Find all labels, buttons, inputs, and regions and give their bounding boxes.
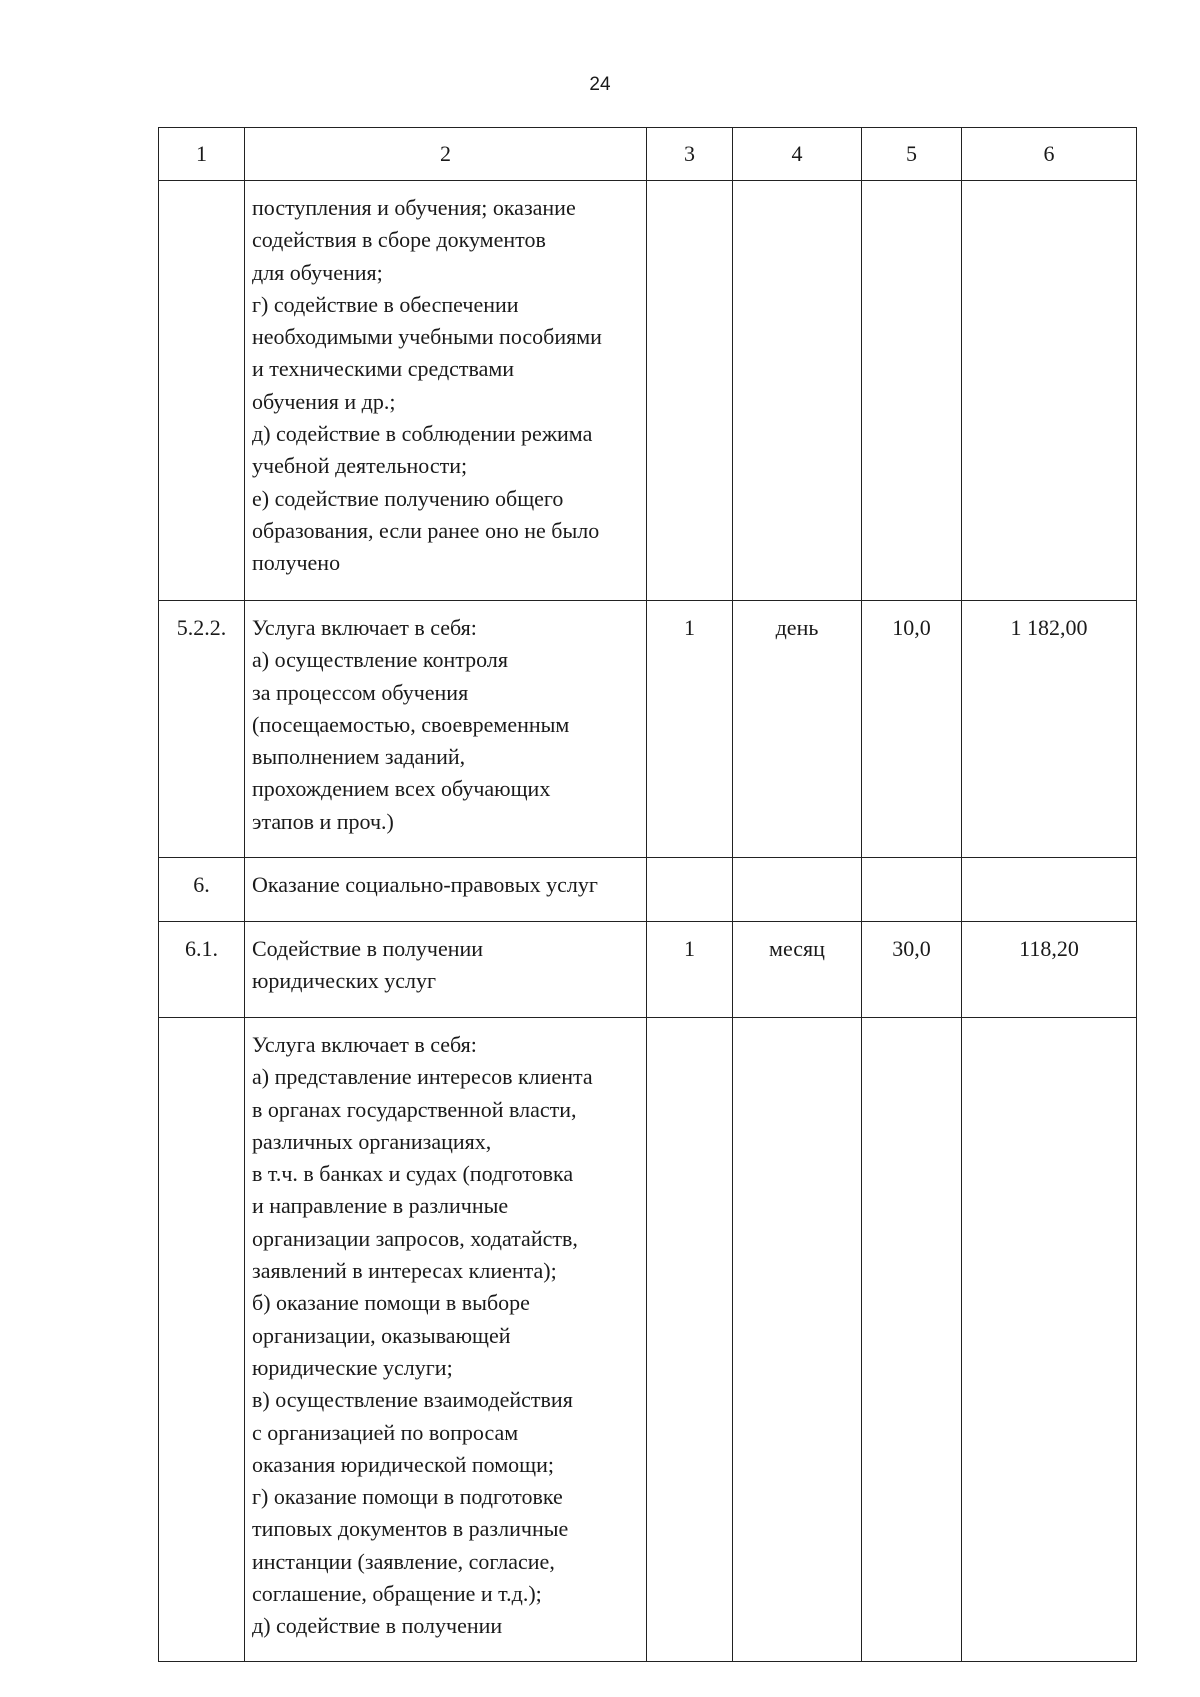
service-description-cell: Услуга включает в себя: а) осуществление контроля за процессом обучения (посещаемостью, своевременным выполнением заданий, прохождением всех обучающих этапов и проч.) [245, 601, 647, 858]
unit-cell [733, 181, 862, 601]
service-description-cell: Услуга включает в себя: а) представление интересов клиента в органах государственной власти, различных организациях, в т.ч. в банках и судах (подготовка и направление в различные организации запросов, ходатайств, заявлений в интересах клиента); б) оказание помощи в выборе организации, оказывающей юридические услуги; в) осуществление взаимодействия с организацией по вопросам оказания юридической помощи; г) оказание помощи в подготовке типовых документов в различные инстанции (заявление, согласие, соглашение, обращение и т.д.); д) содействие в получении [245, 1018, 647, 1662]
unit-cell [733, 1018, 862, 1662]
table-header-row [159, 128, 1137, 181]
price-cell [962, 181, 1137, 601]
services-table [158, 127, 1137, 1662]
quantity-cell [647, 1018, 733, 1662]
service-description-cell: поступления и обучения; оказание содействия в сборе документов для обучения; г) содействие в обеспечении необходимыми учебными пособиями и техническими средствами обучения и др.; д) содействие в соблюдении режима учебной деятельности; е) содействие получению общего образования, если ранее оно не было получено [245, 181, 647, 601]
header-cell: 2 [245, 128, 647, 181]
service-description-cell: Оказание социально-правовых услуг [245, 858, 647, 922]
price-cell [962, 1018, 1137, 1662]
unit-cell: месяц [733, 922, 862, 1018]
price-cell: 118,20 [962, 922, 1137, 1018]
quantity-cell [647, 858, 733, 922]
row-number-cell: 6.1. [159, 922, 245, 1018]
table-row [159, 922, 1137, 1018]
header-cell: 3 [647, 128, 733, 181]
quantity-cell: 1 [647, 922, 733, 1018]
duration-cell [862, 181, 962, 601]
header-cell: 6 [962, 128, 1137, 181]
duration-cell [862, 1018, 962, 1662]
unit-cell: день [733, 601, 862, 858]
price-cell [962, 858, 1137, 922]
page-number: 24 [589, 74, 611, 95]
table-row [159, 601, 1137, 858]
row-number-cell: 6. [159, 858, 245, 922]
quantity-cell [647, 181, 733, 601]
table-row [159, 1018, 1137, 1662]
duration-cell: 30,0 [862, 922, 962, 1018]
table-row [159, 181, 1137, 601]
duration-cell: 10,0 [862, 601, 962, 858]
duration-cell [862, 858, 962, 922]
row-number-cell [159, 1018, 245, 1662]
row-number-cell: 5.2.2. [159, 601, 245, 858]
table-row [159, 858, 1137, 922]
header-cell: 5 [862, 128, 962, 181]
row-number-cell [159, 181, 245, 601]
service-description-cell: Содействие в получении юридических услуг [245, 922, 647, 1018]
header-cell: 4 [733, 128, 862, 181]
quantity-cell: 1 [647, 601, 733, 858]
header-cell: 1 [159, 128, 245, 181]
unit-cell [733, 858, 862, 922]
price-cell: 1 182,00 [962, 601, 1137, 858]
